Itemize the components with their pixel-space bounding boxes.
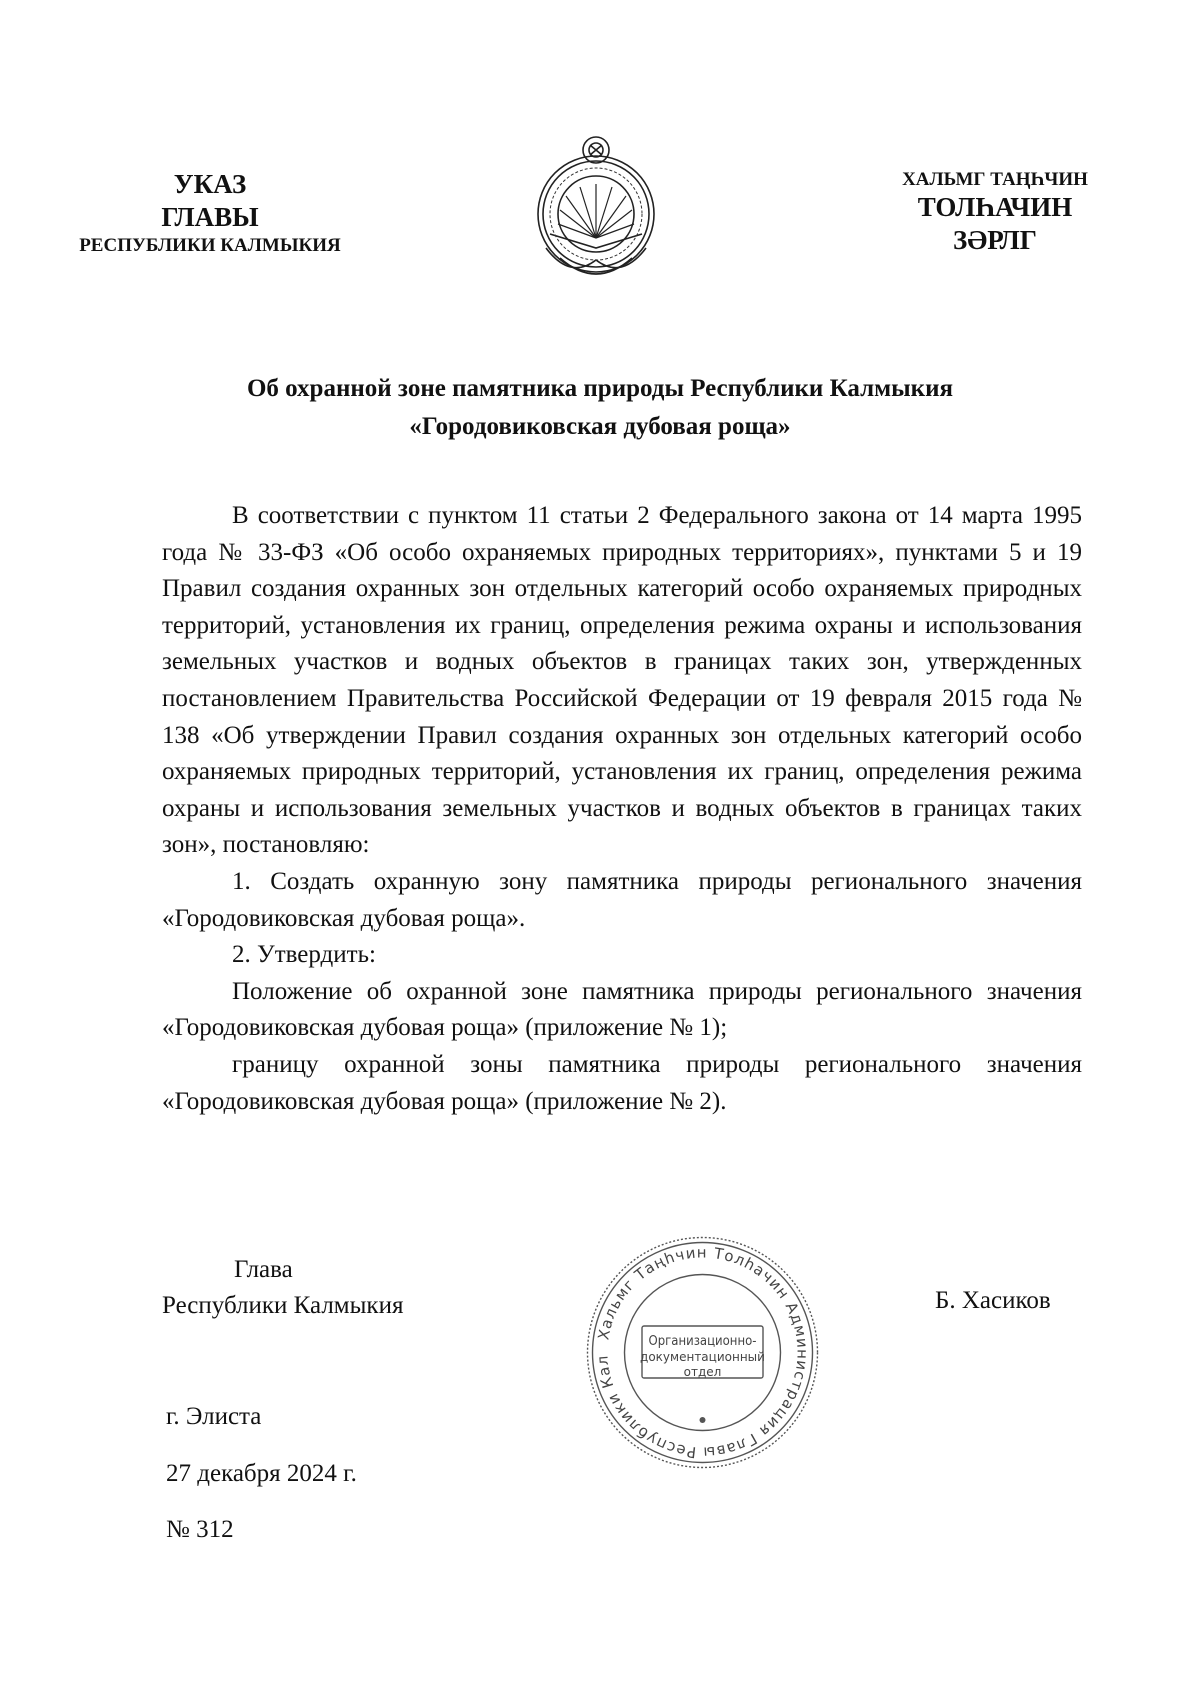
coat-of-arms-emblem [520, 130, 672, 288]
item-2b-paragraph: границу охранной зоны памятника природы регионального значения «Городовиковская дубовая роща» (приложение № 2). [162, 1050, 1082, 1115]
signatory-name: Б. Хасиков [935, 1287, 1051, 1314]
intro-paragraph: В соответствии с пунктом 11 статьи 2 Федерального закона от 14 марта 1995 года № 33-ФЗ «Об особо охраняемых природных территориях», пунктами 5 и 19 Правил создания охранных зон отдельных категорий особо охраняемых природных территорий, установления их границ, определения режима охраны и использования земельных участков и водных объектов в границах таких зон, утвержденных постановлением Правительства Российской Федерации от 19 февраля 2015 года № 138 «Об утверждении Правил создания охранных зон отдельных категорий особо охраняемых природных территорий, установления их границ, определения режима охраны и использования земельных участков и водных объектов в границах таких зон», постановляю: [162, 502, 1082, 859]
item-1-paragraph: 1. Создать охранную зону памятника природы регионального значения «Городовиковская дубовая роща». [162, 867, 1082, 932]
item-2a-paragraph: Положение об охранной зоне памятника природы регионального значения «Городовиковская дубовая роща» (приложение № 1); [162, 977, 1082, 1042]
signatory-title-line-1: Глава [234, 1256, 293, 1283]
kalmyk-header-line3: ЗӘРЛГ [953, 225, 1037, 256]
signatory-title-line-2: Республики Калмыкия [162, 1292, 404, 1319]
stamp-line-1: Организационно- [648, 1334, 757, 1349]
kalmyk-header-line1: ХАЛЬМГ ТАҢҺЧИН [902, 169, 1088, 190]
decree-label: УКАЗ [173, 169, 247, 199]
title-line-2: «Городовиковская дубовая роща» [409, 413, 791, 440]
place-of-signing: г. Элиста [166, 1403, 262, 1430]
document-title [140, 370, 1060, 446]
stamp-line-2: документационный [640, 1350, 765, 1364]
stamp-outer-text: Хальмг Таңһчин Толһачин Администрация Главы Республики Кал [593, 1243, 812, 1462]
signatory-title [162, 1252, 403, 1324]
head-label: ГЛАВЫ [161, 201, 259, 232]
header-left [60, 168, 360, 257]
republic-label: РЕСПУБЛИКИ КАЛМЫКИЯ [79, 234, 341, 256]
document-body [162, 498, 1082, 1120]
document-date: 27 декабря 2024 г. [166, 1460, 357, 1487]
official-stamp [580, 1230, 825, 1475]
title-line-1: Об охранной зоне памятника природы Республики Калмыкия [246, 375, 954, 402]
kalmyk-header-line2: ТОЛҺАЧИН [917, 192, 1073, 223]
header-right [830, 168, 1160, 257]
item-2-paragraph: 2. Утвердить: [232, 941, 376, 969]
document-number: № 312 [166, 1516, 234, 1543]
stamp-line-3: отдел [683, 1365, 722, 1379]
